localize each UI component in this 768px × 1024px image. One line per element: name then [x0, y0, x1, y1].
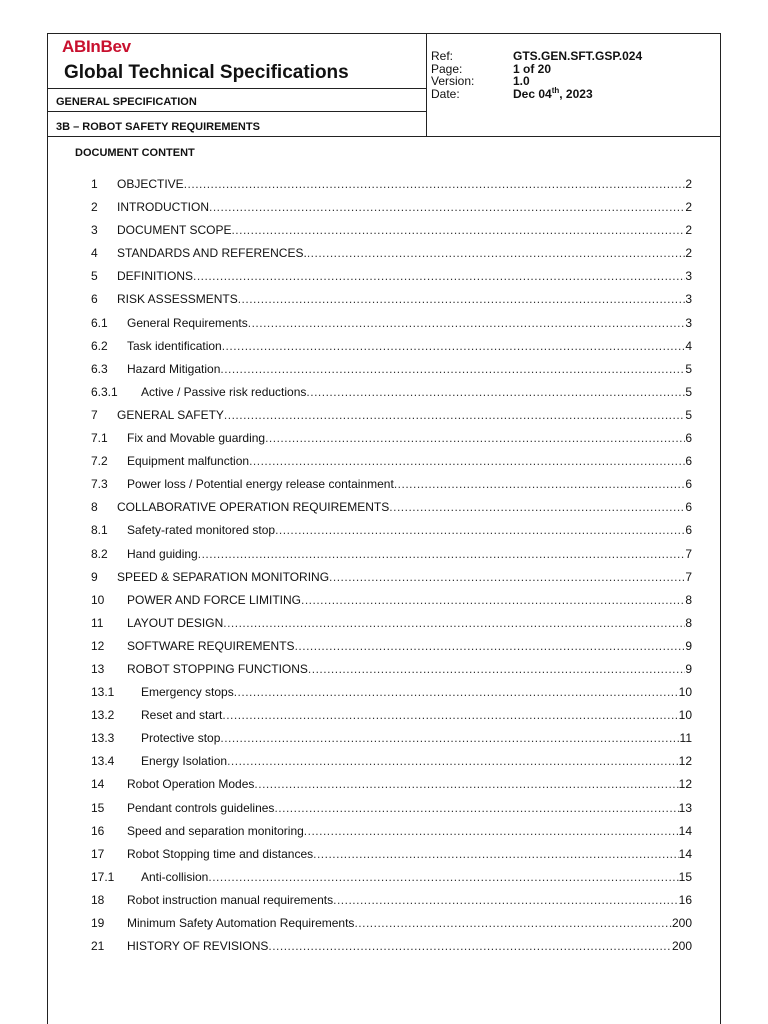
- toc-entry[interactable]: [91, 500, 692, 523]
- toc-entry-number: 6.1: [91, 315, 108, 330]
- content-title: DOCUMENT CONTENT: [75, 147, 195, 159]
- toc-entry-page: 3: [685, 292, 692, 307]
- toc-entry-number: 16: [91, 823, 105, 838]
- toc-entry[interactable]: [91, 939, 692, 962]
- toc-entry-page: 12: [678, 777, 692, 792]
- general-specification-label: GENERAL SPECIFICATION: [56, 96, 197, 108]
- toc-entry-page: 8: [685, 615, 692, 630]
- toc-leader-dots: [238, 292, 686, 306]
- toc-entry-title: Anti-collision: [141, 869, 209, 884]
- toc-entry-title: Reset and start: [141, 708, 223, 723]
- document-title: Global Technical Specifications: [64, 62, 349, 83]
- toc-entry-title: SOFTWARE REQUIREMENTS: [127, 638, 295, 653]
- toc-entry-number: 18: [91, 892, 105, 907]
- document-metadata: [431, 50, 642, 100]
- toc-leader-dots: [249, 454, 685, 468]
- toc-entry[interactable]: [91, 385, 692, 408]
- toc-entry-page: 13: [678, 800, 692, 815]
- toc-leader-dots: [394, 477, 686, 491]
- toc-entry-number: 7.3: [91, 477, 108, 492]
- toc-entry-number: 8.1: [91, 523, 108, 538]
- toc-entry-number: 6.3: [91, 361, 108, 376]
- toc-entry-number: 8: [91, 500, 98, 515]
- toc-leader-dots: [308, 662, 685, 676]
- toc-entry-page: 200: [671, 939, 692, 954]
- toc-entry-number: 6.2: [91, 338, 108, 353]
- toc-entry-number: 7.1: [91, 431, 108, 446]
- toc-entry[interactable]: [91, 616, 692, 639]
- abinbev-logo: ABInBev: [62, 37, 131, 56]
- toc-entry-page: 10: [678, 708, 692, 723]
- toc-entry-title: Robot instruction manual requirements: [127, 892, 334, 907]
- toc-entry[interactable]: [91, 316, 692, 339]
- toc-entry[interactable]: [91, 177, 692, 200]
- toc-entry[interactable]: [91, 477, 692, 500]
- toc-leader-dots: [354, 916, 672, 930]
- toc-entry-title: OBJECTIVE: [117, 177, 184, 191]
- toc-entry-title: INTRODUCTION: [117, 200, 209, 215]
- toc-entry-page: 6: [685, 500, 692, 515]
- toc-entry-number: 7: [91, 407, 98, 422]
- toc-entry[interactable]: [91, 824, 692, 847]
- version-label: Version:: [431, 74, 475, 88]
- toc-leader-dots: [307, 246, 686, 260]
- toc-leader-dots: [274, 801, 678, 815]
- toc-entry-number: 3: [91, 223, 98, 238]
- toc-entry-number: 13.4: [91, 754, 115, 769]
- toc-entry-page: 14: [678, 846, 692, 861]
- toc-entry-page: 6: [685, 431, 692, 446]
- toc-entry[interactable]: [91, 547, 692, 570]
- header-title-block: [48, 34, 427, 136]
- toc-entry-title: Protective stop: [141, 731, 221, 746]
- version-value: 1.0: [513, 74, 530, 88]
- page-value: 1 of 20: [513, 61, 552, 76]
- toc-entry-page: 5: [685, 384, 692, 399]
- toc-leader-dots: [275, 523, 685, 537]
- toc-leader-dots: [222, 339, 686, 353]
- toc-leader-dots: [224, 408, 685, 422]
- toc-leader-dots: [295, 639, 686, 653]
- toc-entry-number: 13.1: [91, 685, 115, 700]
- toc-entry-page: 8: [685, 592, 692, 607]
- toc-entry-page: 7: [685, 546, 692, 561]
- toc-leader-dots: [301, 593, 685, 607]
- toc-entry-number: 15: [91, 800, 105, 815]
- toc-leader-dots: [313, 847, 679, 861]
- toc-leader-dots: [304, 824, 679, 838]
- ref-value: GTS.GEN.SFT.GSP.024: [513, 49, 643, 63]
- toc-entry[interactable]: [91, 893, 692, 916]
- toc-entry-title: Robot Stopping time and distances: [127, 846, 314, 861]
- toc-entry[interactable]: [91, 523, 692, 546]
- toc-entry[interactable]: [91, 916, 692, 939]
- page-label: Page:: [431, 61, 463, 76]
- toc-entry-number: 17: [91, 846, 105, 861]
- date-label: Date:: [431, 86, 460, 101]
- toc-entry-title: DOCUMENT SCOPE: [117, 223, 232, 238]
- toc-entry-title: DEFINITIONS: [117, 269, 194, 284]
- toc-entry[interactable]: [91, 870, 692, 893]
- toc-entry-number: 11: [91, 615, 104, 630]
- toc-entry-page: 2: [685, 177, 692, 191]
- toc-entry-number: 6.3.1: [91, 384, 118, 399]
- toc-leader-dots: [231, 223, 685, 237]
- toc-entry-number: 5: [91, 269, 98, 284]
- toc-entry-page: 16: [678, 892, 692, 907]
- toc-entry-number: 13.2: [91, 708, 115, 723]
- document-header: [47, 33, 721, 137]
- toc-entry-title: GENERAL SAFETY: [117, 407, 224, 422]
- toc-entry-number: 19: [91, 916, 105, 930]
- toc-entry[interactable]: [91, 408, 692, 431]
- toc-leader-dots: [227, 754, 679, 768]
- toc-entry[interactable]: [91, 431, 692, 454]
- toc-entry-title: Task identification: [127, 338, 222, 353]
- toc-leader-dots: [223, 616, 685, 630]
- toc-entry[interactable]: [91, 662, 692, 685]
- toc-entry-number: 13.3: [91, 731, 115, 746]
- toc-entry-page: 200: [671, 916, 692, 930]
- toc-entry-page: 7: [685, 569, 692, 584]
- toc-leader-dots: [184, 177, 686, 191]
- toc-entry[interactable]: [91, 454, 692, 477]
- toc-entry-page: 4: [685, 338, 692, 353]
- toc-entry[interactable]: [91, 801, 692, 824]
- toc-entry[interactable]: [91, 685, 692, 708]
- toc-entry-page: 6: [685, 523, 692, 538]
- toc-leader-dots: [222, 708, 678, 722]
- toc-entry[interactable]: [91, 777, 692, 800]
- toc-entry-title: Pendant controls guidelines: [127, 800, 275, 815]
- toc-entry-title: SPEED & SEPARATION MONITORING: [117, 569, 330, 584]
- toc-entry[interactable]: [91, 362, 692, 385]
- toc-entry-title: HISTORY OF REVISIONS: [127, 939, 269, 954]
- toc-entry-title: Fix and Movable guarding: [127, 431, 266, 446]
- toc-entry[interactable]: [91, 639, 692, 662]
- toc-entry-number: 12: [91, 638, 105, 653]
- divider: [48, 111, 426, 112]
- toc-entry-number: 8.2: [91, 546, 108, 561]
- toc-entry-page: 11: [679, 731, 692, 746]
- toc-entry-title: Emergency stops: [141, 685, 234, 700]
- toc-entry-title: Active / Passive risk reductions: [141, 384, 307, 399]
- toc-entry-number: 1: [91, 177, 98, 191]
- toc-entry-page: 2: [685, 223, 692, 238]
- toc-entry[interactable]: [91, 269, 692, 292]
- toc-entry-title: General Requirements: [127, 315, 248, 330]
- toc-entry-page: 9: [685, 638, 692, 653]
- toc-entry-title: POWER AND FORCE LIMITING: [127, 592, 302, 607]
- toc-leader-dots: [220, 731, 679, 745]
- toc-entry[interactable]: [91, 292, 692, 315]
- toc-entry-number: 17.1: [91, 869, 115, 884]
- toc-leader-dots: [389, 500, 685, 514]
- toc-entry-title: LAYOUT DESIGN: [127, 615, 224, 630]
- toc-entry-number: 6: [91, 292, 98, 307]
- toc-entry-title: STANDARDS AND REFERENCES.: [117, 246, 307, 261]
- toc-leader-dots: [268, 939, 672, 953]
- toc-entry[interactable]: [91, 593, 692, 616]
- toc-entry-page: 12: [678, 754, 692, 769]
- toc-leader-dots: [193, 269, 685, 283]
- toc-entry-title: Energy Isolation: [141, 754, 228, 769]
- toc-leader-dots: [306, 385, 685, 399]
- toc-entry-number: 21: [91, 939, 105, 954]
- toc-entry-title: RISK ASSESSMENTS: [117, 292, 238, 307]
- toc-entry-page: 6: [685, 477, 692, 492]
- toc-entry[interactable]: [91, 200, 692, 223]
- toc-entry-number: 4: [91, 246, 98, 261]
- toc-entry-number: 2: [91, 200, 98, 215]
- toc-entry-page: 14: [678, 823, 692, 838]
- toc-entry-number: 9: [91, 569, 98, 584]
- toc-leader-dots: [265, 431, 685, 445]
- toc-entry-title: Minimum Safety Automation Requirements: [127, 916, 355, 930]
- toc-entry-title: Hazard Mitigation: [127, 361, 221, 376]
- toc-entry-title: Robot Operation Modes: [127, 777, 255, 792]
- toc-entry-page: 10: [678, 685, 692, 700]
- table-of-contents: [91, 177, 692, 962]
- toc-entry-title: Hand guiding: [127, 546, 198, 561]
- toc-entry-page: 15: [678, 869, 692, 884]
- divider: [48, 88, 426, 89]
- document-content: [47, 137, 721, 1024]
- toc-entry-number: 13: [91, 661, 105, 676]
- toc-entry[interactable]: [91, 570, 692, 593]
- toc-entry-page: 5: [685, 361, 692, 376]
- toc-entry-title: Power loss / Potential energy release containment: [127, 477, 394, 492]
- toc-leader-dots: [220, 362, 685, 376]
- toc-leader-dots: [209, 200, 685, 214]
- toc-entry[interactable]: [91, 246, 692, 269]
- toc-leader-dots: [234, 685, 679, 699]
- toc-entry-page: 5: [685, 407, 692, 422]
- toc-entry-page: 6: [685, 454, 692, 469]
- toc-entry-title: ROBOT STOPPING FUNCTIONS: [127, 661, 308, 676]
- ref-label: Ref:: [431, 49, 454, 63]
- toc-leader-dots: [198, 547, 686, 561]
- toc-entry-page: 3: [685, 315, 692, 330]
- toc-leader-dots: [333, 893, 679, 907]
- toc-entry-page: 3: [685, 269, 692, 284]
- toc-entry[interactable]: [91, 731, 692, 754]
- toc-entry[interactable]: [91, 708, 692, 731]
- toc-entry-number: 10: [91, 592, 105, 607]
- toc-entry[interactable]: [91, 223, 692, 246]
- section-specification-label: 3B – ROBOT SAFETY REQUIREMENTS: [56, 121, 260, 133]
- toc-entry[interactable]: [91, 754, 692, 777]
- toc-entry-number: 14: [91, 777, 105, 792]
- toc-leader-dots: [254, 777, 678, 791]
- toc-entry-title: COLLABORATIVE OPERATION REQUIREMENTS: [117, 500, 390, 515]
- date-value: Dec 04th, 2023: [513, 85, 593, 101]
- toc-entry-title: Equipment malfunction: [127, 454, 250, 469]
- toc-leader-dots: [329, 570, 685, 584]
- toc-entry-page: 2: [685, 246, 692, 261]
- toc-entry-page: 9: [685, 661, 692, 676]
- toc-entry[interactable]: [91, 847, 692, 870]
- toc-entry-title: Speed and separation monitoring: [127, 823, 304, 838]
- toc-entry-title: Safety-rated monitored stop: [127, 523, 276, 538]
- toc-entry[interactable]: [91, 339, 692, 362]
- toc-entry-page: 2: [685, 200, 692, 215]
- toc-entry-number: 7.2: [91, 454, 108, 469]
- toc-leader-dots: [208, 870, 678, 884]
- toc-leader-dots: [248, 316, 686, 330]
